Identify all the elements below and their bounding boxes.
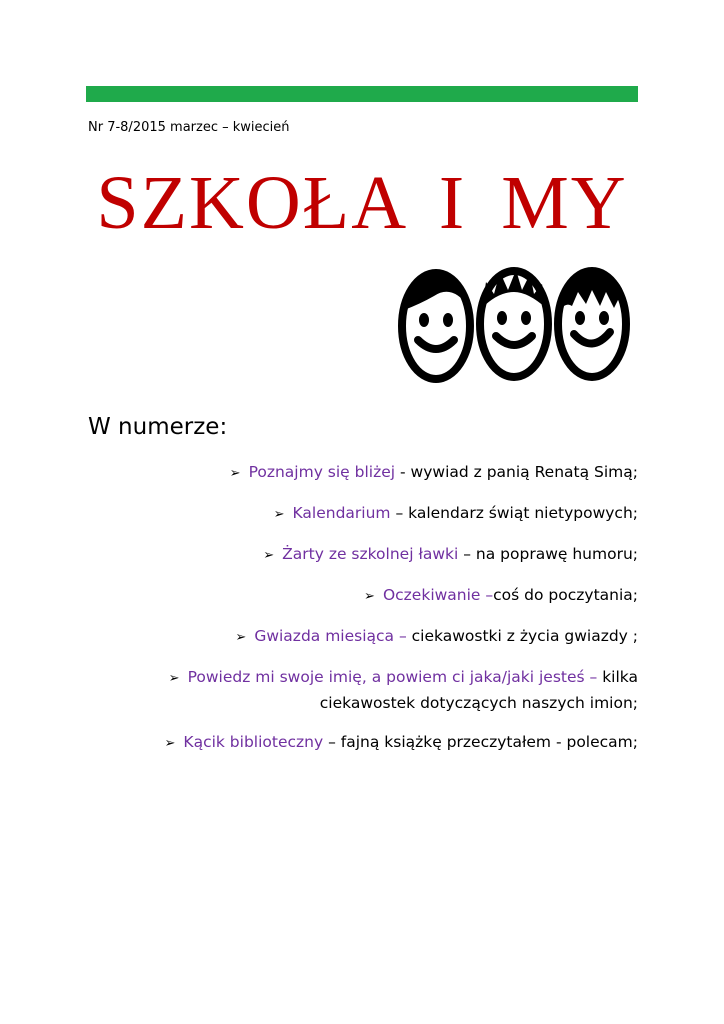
arrow-bullet-icon: ➢	[263, 548, 275, 563]
arrow-bullet-icon: ➢	[364, 589, 375, 604]
issue-number: Nr 7-8/2015 marzec – kwiecień	[88, 120, 290, 135]
toc-link[interactable]: Poznajmy się bliżej	[248, 463, 396, 481]
toc-item	[78, 542, 638, 568]
toc-description: coś do poczytania;	[493, 586, 638, 604]
magazine-title: SZKOŁA I MY	[96, 161, 628, 245]
arrow-bullet-icon: ➢	[164, 736, 176, 751]
header-bar	[86, 86, 638, 102]
toc-description: – kalendarz świąt nietypowych;	[390, 504, 638, 522]
toc-link[interactable]: Kalendarium	[292, 504, 391, 522]
toc-link[interactable]: Oczekiwanie –	[382, 586, 494, 604]
contents-heading: W numerze:	[88, 414, 228, 440]
toc-link[interactable]: Kącik biblioteczny	[183, 733, 324, 751]
arrow-bullet-icon: ➢	[235, 630, 247, 645]
arrow-bullet-icon: ➢	[229, 466, 241, 481]
table-of-contents	[78, 460, 638, 771]
arrow-bullet-icon: ➢	[273, 507, 285, 522]
toc-link[interactable]: Żarty ze szkolnej ławki	[282, 545, 459, 563]
toc-item	[78, 583, 638, 609]
toc-link[interactable]: Gwiazda miesiąca –	[254, 627, 407, 645]
toc-item	[78, 624, 638, 650]
toc-item	[78, 501, 638, 527]
toc-description: – na poprawę humoru;	[458, 545, 638, 563]
toc-item	[78, 460, 638, 486]
arrow-bullet-icon: ➢	[168, 671, 180, 686]
toc-description: ciekawostki z życia gwiazdy ;	[406, 627, 638, 645]
toc-link[interactable]: Powiedz mi swoje imię, a powiem ci jaka/jaki jesteś –	[187, 668, 598, 686]
toc-description: - wywiad z panią Renatą Simą;	[395, 463, 638, 481]
three-smiley-faces-icon	[396, 262, 632, 386]
toc-description: kilka ciekawostek dotyczących naszych imion;	[319, 668, 638, 712]
toc-item	[78, 730, 638, 756]
toc-description: – fajną książkę przeczytałem - polecam;	[323, 733, 638, 751]
toc-item	[78, 665, 638, 715]
